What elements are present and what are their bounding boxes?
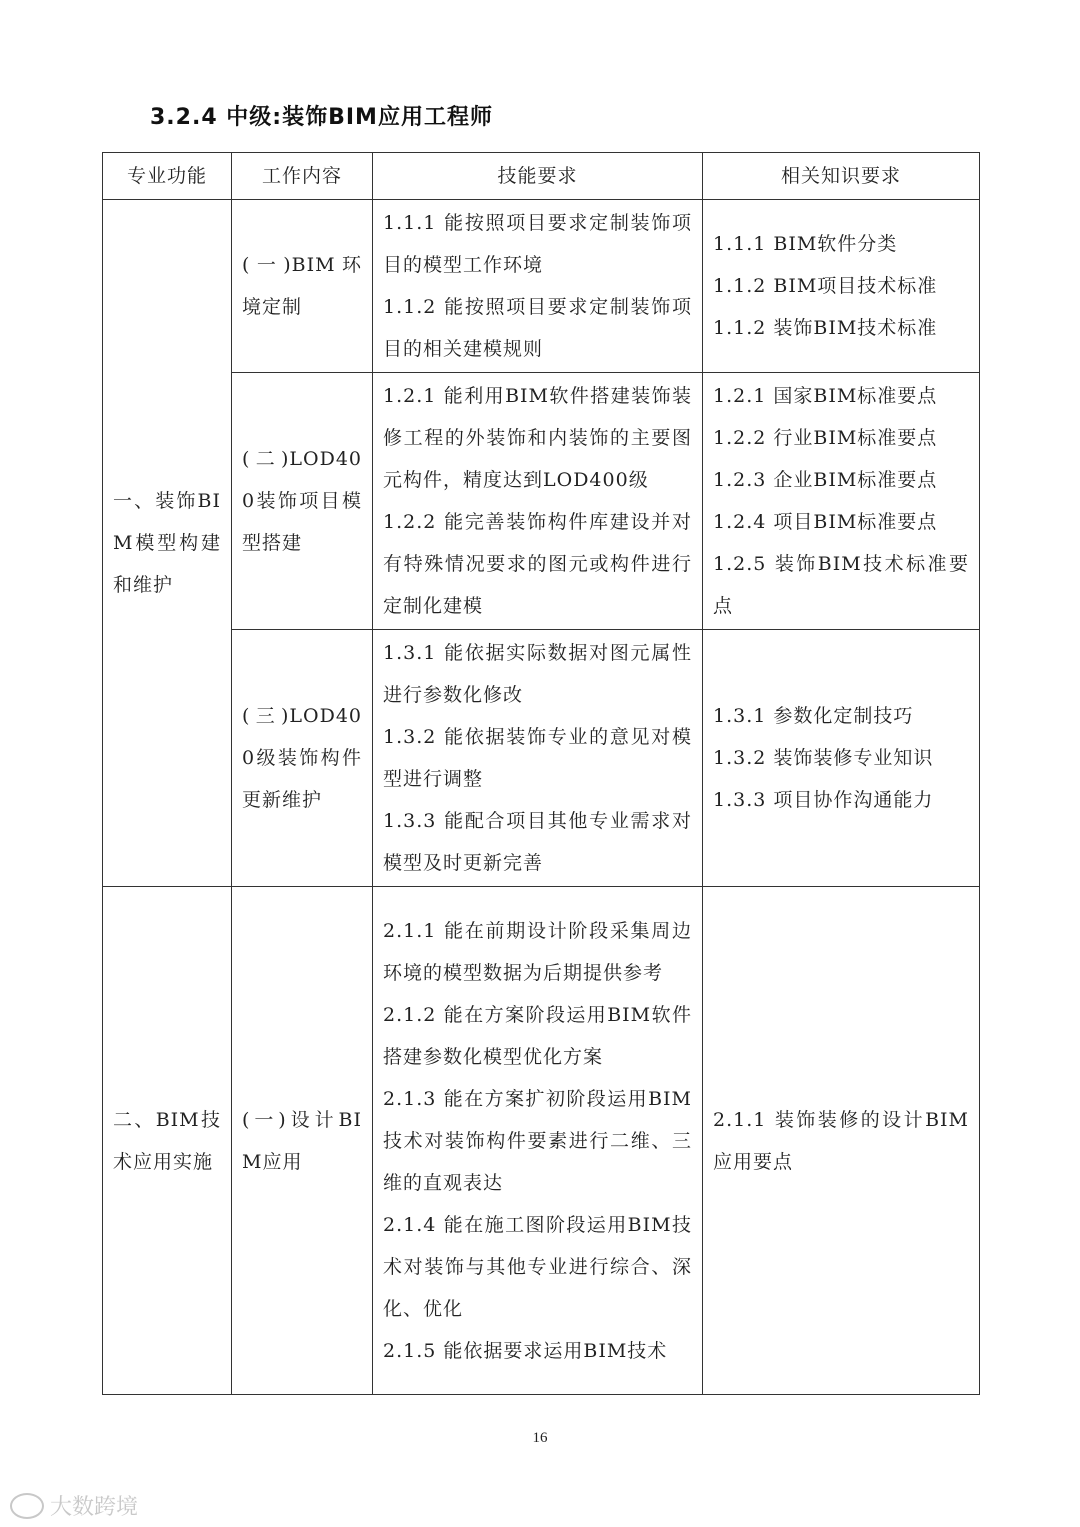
watermark-text: 大数跨境 [50, 1495, 139, 1520]
knowledge-item: 1.3.2 装饰装修专业知识 [713, 747, 934, 769]
work-cell: (二)LOD400装饰项目模型搭建 [232, 373, 373, 630]
knowledge-item: 1.2.4 项目BIM标准要点 [713, 511, 938, 533]
table-row [103, 630, 980, 887]
requirements-table [102, 152, 980, 1395]
function-cell-2: 二、BIM技术应用实施 [103, 887, 232, 1395]
function-cell-1: 一、装饰BIM模型构建和维护 [103, 200, 232, 887]
knowledge-item: 1.3.1 参数化定制技巧 [713, 705, 914, 727]
table-row [103, 887, 980, 1395]
knowledge-cell [703, 887, 980, 1395]
skills-cell [373, 200, 703, 373]
skill-item: 1.1.1 能按照项目要求定制装饰项目的模型工作环境 [383, 212, 692, 276]
skill-item: 2.1.1 能在前期设计阶段采集周边环境的模型数据为后期提供参考 [383, 919, 692, 984]
knowledge-item: 2.1.1 装饰装修的设计BIM应用要点 [713, 1108, 969, 1173]
section-title: 3.2.4 中级:装饰BIM应用工程师 [150, 105, 493, 130]
header-work: 工作内容 [232, 153, 373, 200]
knowledge-item: 1.2.3 企业BIM标准要点 [713, 469, 938, 491]
skill-item: 2.1.2 能在方案阶段运用BIM软件搭建参数化模型优化方案 [383, 1003, 692, 1068]
table-row [103, 373, 980, 630]
work-cell: (一)BIM环境定制 [232, 200, 373, 373]
knowledge-item: 1.3.3 项目协作沟通能力 [713, 789, 934, 811]
knowledge-item: 1.1.2 BIM项目技术标准 [713, 275, 938, 297]
skill-item: 1.3.2 能依据装饰专业的意见对模型进行调整 [383, 726, 692, 790]
knowledge-cell [703, 373, 980, 630]
knowledge-item: 1.2.1 国家BIM标准要点 [713, 385, 938, 407]
header-skills: 技能要求 [373, 153, 703, 200]
header-function: 专业功能 [103, 153, 232, 200]
skill-item: 1.1.2 能按照项目要求定制装饰项目的相关建模规则 [383, 296, 692, 360]
skill-item: 1.3.3 能配合项目其他专业需求对模型及时更新完善 [383, 810, 692, 874]
knowledge-item: 1.2.2 行业BIM标准要点 [713, 427, 938, 449]
skill-item: 1.2.1 能利用BIM软件搭建装饰装修工程的外装饰和内装饰的主要图元构件，精度达到LOD400级 [383, 385, 692, 491]
watermark-logo-icon [10, 1493, 44, 1519]
skill-item: 1.2.2 能完善装饰构件库建设并对有特殊情况要求的图元或构件进行定制化建模 [383, 511, 692, 617]
work-cell: (一)设计BIM应用 [232, 887, 373, 1395]
knowledge-item: 1.2.5 装饰BIM技术标准要点 [713, 553, 969, 617]
skill-item: 2.1.5 能依据要求运用BIM技术 [383, 1339, 668, 1362]
knowledge-cell [703, 200, 980, 373]
skill-item: 1.3.1 能依据实际数据对图元属性进行参数化修改 [383, 642, 692, 706]
table-header-row [103, 153, 980, 200]
skill-item: 2.1.4 能在施工图阶段运用BIM技术对装饰与其他专业进行综合、深化、优化 [383, 1213, 692, 1320]
knowledge-item: 1.1.1 BIM软件分类 [713, 233, 898, 255]
skill-item: 2.1.3 能在方案扩初阶段运用BIM技术对装饰构件要素进行二维、三维的直观表达 [383, 1087, 692, 1194]
work-cell: (三)LOD400级装饰构件更新维护 [232, 630, 373, 887]
knowledge-cell [703, 630, 980, 887]
skills-cell [373, 887, 703, 1395]
skills-cell [373, 373, 703, 630]
header-knowledge: 相关知识要求 [703, 153, 980, 200]
table-row [103, 200, 980, 373]
watermark [10, 1490, 138, 1521]
page-number: 16 [532, 1430, 548, 1446]
skills-cell [373, 630, 703, 887]
knowledge-item: 1.1.2 装饰BIM技术标准 [713, 317, 938, 339]
